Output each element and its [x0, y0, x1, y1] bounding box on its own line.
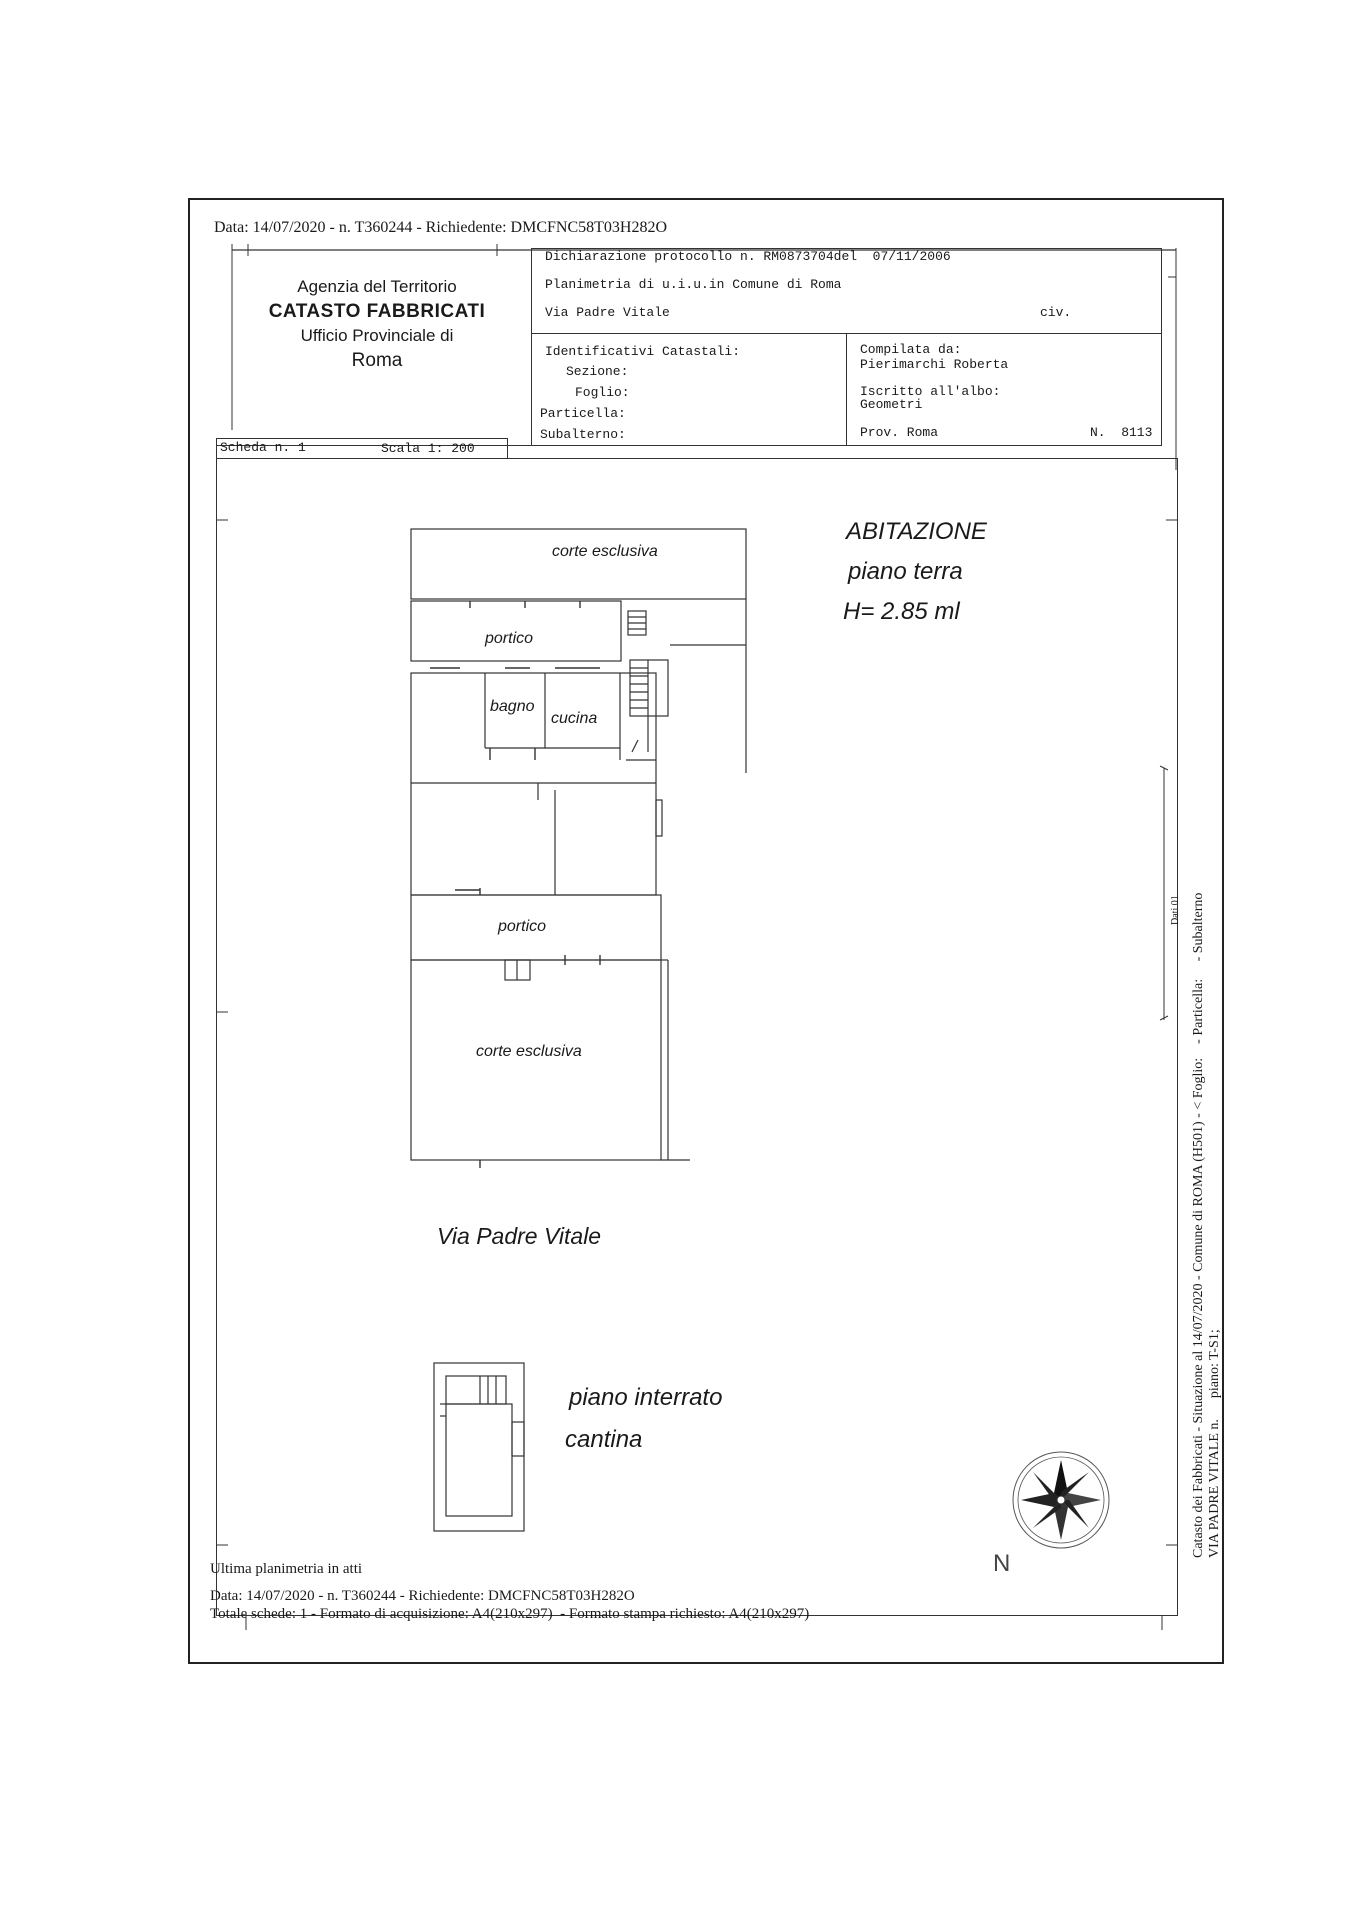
side-text-2: VIA PADRE VITALE n. piano: T-S1;: [1207, 1329, 1222, 1558]
identificativi-subalterno: Subalterno:: [540, 427, 626, 442]
plan-title: ABITAZIONE: [846, 518, 987, 545]
label-portico-bottom: portico: [498, 918, 547, 935]
side-text-1: Catasto dei Fabbricati - Situazione al 14/07/2020 - Comune di ROMA (H501) - < Foglio: - Particella: - Subalterno: [1191, 892, 1206, 1558]
label-corte-bottom: corte esclusiva: [476, 1043, 582, 1060]
side-stamp: Dati 01: [1170, 895, 1181, 925]
footer-totale: Totale schede: 1 - Formato di acquisizione: A4(210x297) - Formato stampa richiesto: A4(210x297): [210, 1606, 810, 1622]
identificativi-title: Identificativi Catastali:: [545, 344, 741, 359]
identificativi-sezione: Sezione:: [566, 364, 629, 379]
declaration-street: Via Padre Vitale: [545, 305, 670, 320]
agency-city: Roma: [351, 349, 403, 371]
scheda-number: Scheda n. 1: [220, 440, 306, 455]
compiler-prov: Prov. Roma: [860, 425, 939, 440]
compiler-albo-label: Iscritto all'albo:: [860, 384, 1001, 399]
basement-plan: [434, 1363, 524, 1531]
label-street: Via Padre Vitale: [437, 1223, 602, 1249]
compiler-number: N. 8113: [1090, 425, 1153, 440]
compiler-albo: Geometri: [860, 397, 923, 412]
agency-name: Agenzia del Territorio: [297, 277, 457, 296]
footer-data: Data: 14/07/2020 - n. T360244 - Richiedente: DMCFNC58T03H282O: [210, 1588, 635, 1604]
label-bagno: bagno: [490, 698, 535, 715]
agency-catasto: CATASTO FABBRICATI: [268, 300, 486, 322]
agency-office: Ufficio Provinciale di: [300, 325, 454, 345]
label-portico-top: portico: [485, 630, 534, 647]
declaration-protocol: Dichiarazione protocollo n. RM0873704del 07/11/2006: [545, 249, 951, 264]
scheda-scale: Scala 1: 200: [381, 441, 475, 456]
identificativi-foglio: Foglio:: [575, 385, 630, 400]
top-stamp: Data: 14/07/2020 - n. T360244 - Richiedente: DMCFNC58T03H282O: [214, 219, 667, 236]
compiler-name: Pierimarchi Roberta: [860, 357, 1009, 372]
plan-height: H= 2.85 ml: [843, 598, 960, 625]
compiler-label: Compilata da:: [860, 342, 962, 357]
compass-rose: [1013, 1452, 1109, 1548]
identificativi-particella: Particella:: [540, 406, 626, 421]
declaration-civ: civ.: [1040, 305, 1072, 320]
label-corte-top: corte esclusiva: [552, 543, 658, 560]
north-label: N: [993, 1550, 1011, 1577]
corte-top-area: [411, 529, 746, 599]
label-cantina: cantina: [565, 1426, 643, 1453]
plan-floor: piano terra: [848, 558, 963, 585]
label-cucina: cucina: [551, 710, 598, 727]
footer-ultima: Ultima planimetria in atti: [210, 1561, 363, 1577]
declaration-planimetria: Planimetria di u.i.u.in Comune di Roma: [545, 277, 842, 292]
label-basement: piano interrato: [569, 1384, 723, 1411]
